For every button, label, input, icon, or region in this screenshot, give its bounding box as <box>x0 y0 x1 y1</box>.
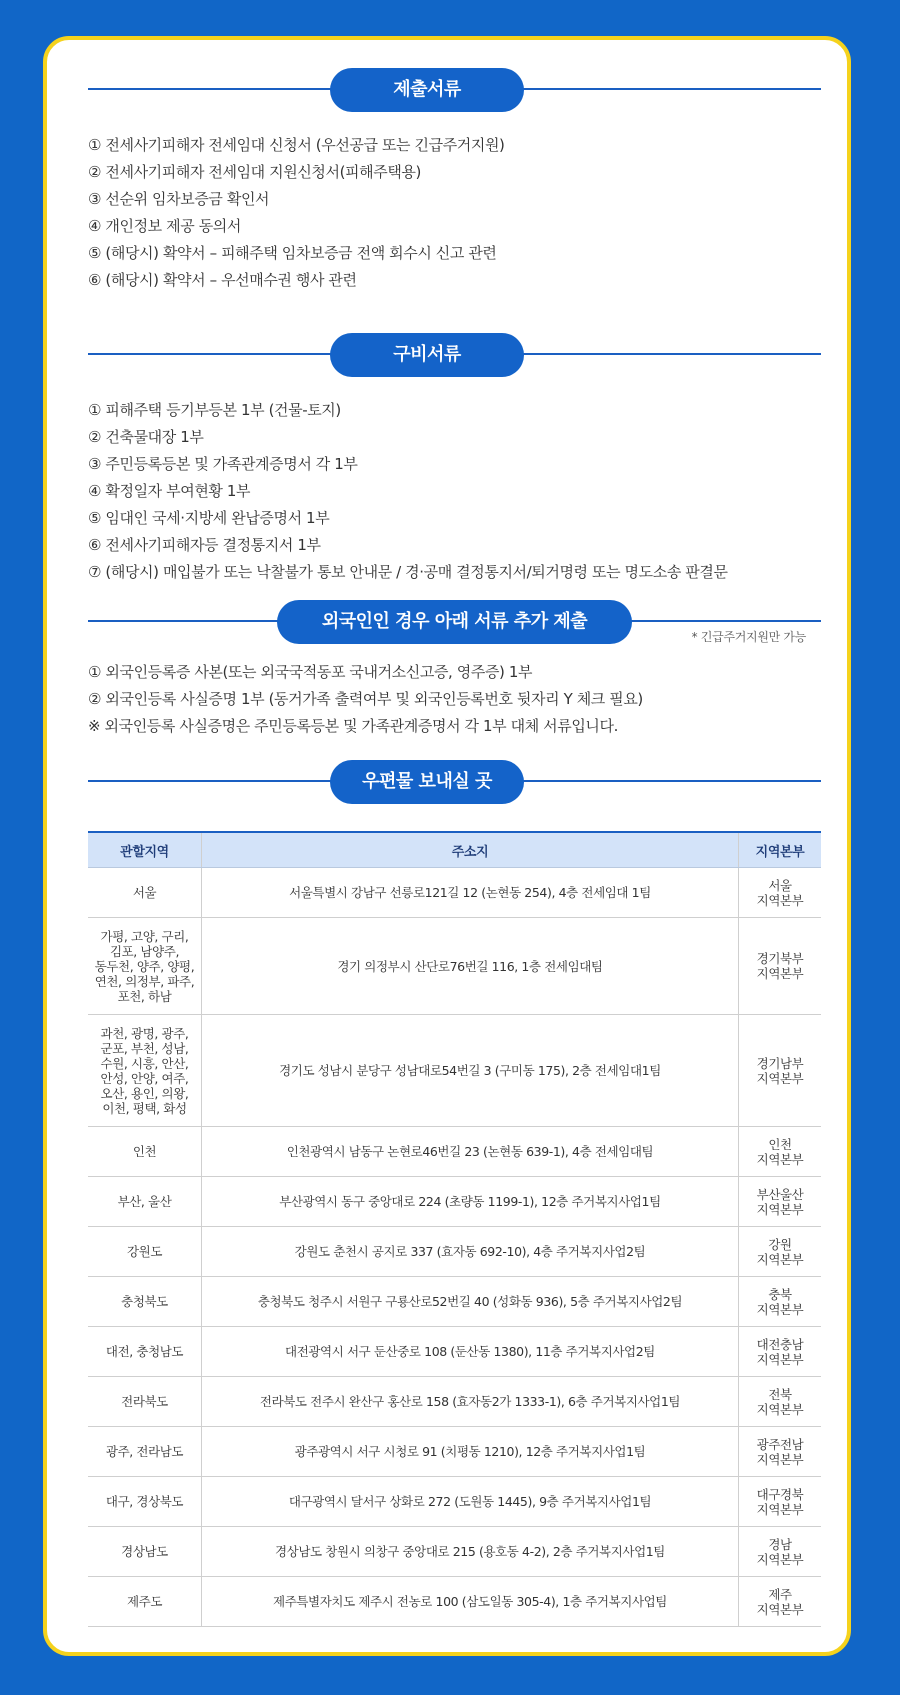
list-item: ② 건축물대장 1부 <box>88 428 204 446</box>
office-cell: 대구경북 지역본부 <box>739 1477 822 1527</box>
region-cell: 충청북도 <box>88 1277 202 1327</box>
address-cell: 충청북도 청주시 서원구 구룡산로52번길 40 (성화동 936), 5층 주거복지사업2팀 <box>202 1277 739 1327</box>
submit-section-title: 제출서류 <box>330 68 524 112</box>
list-item: ③ 주민등록등본 및 가족관계증명서 각 1부 <box>88 455 358 473</box>
office-cell: 경남 지역본부 <box>739 1527 822 1577</box>
prepare-section-title: 구비서류 <box>330 333 524 377</box>
list-item: ⑤ 임대인 국세·지방세 완납증명서 1부 <box>88 509 330 527</box>
list-item: ② 전세사기피해자 전세임대 지원신청서(피해주택용) <box>88 163 421 181</box>
address-cell: 경기 의정부시 산단로76번길 116, 1층 전세임대팀 <box>202 918 739 1015</box>
address-cell: 경상남도 창원시 의창구 중앙대로 215 (용호동 4-2), 2층 주거복지사업1팀 <box>202 1527 739 1577</box>
office-cell: 충북 지역본부 <box>739 1277 822 1327</box>
office-cell: 인천 지역본부 <box>739 1127 822 1177</box>
prepare-section-header <box>88 333 821 377</box>
region-cell: 강원도 <box>88 1227 202 1277</box>
table-row <box>88 1015 821 1127</box>
address-cell: 서울특별시 강남구 선릉로121길 12 (논현동 254), 4층 전세임대 1팀 <box>202 868 739 918</box>
table-row <box>88 1177 821 1227</box>
mail-section-header <box>88 760 821 804</box>
list-item: ※ 외국인등록 사실증명은 주민등록등본 및 가족관계증명서 각 1부 대체 서류입니다. <box>88 717 618 735</box>
address-cell: 강원도 춘천시 공지로 337 (효자동 692-10), 4층 주거복지사업2팀 <box>202 1227 739 1277</box>
office-cell: 대전충남 지역본부 <box>739 1327 822 1377</box>
table-row <box>88 1327 821 1377</box>
list-item: ④ 개인정보 제공 동의서 <box>88 217 241 235</box>
table-row <box>88 1577 821 1627</box>
list-item: ④ 확정일자 부여현황 1부 <box>88 482 251 500</box>
header-office: 지역본부 <box>739 832 822 868</box>
submit-list <box>88 132 505 294</box>
table-row <box>88 1227 821 1277</box>
office-cell: 제주 지역본부 <box>739 1577 822 1627</box>
mail-section-title: 우편물 보내실 곳 <box>330 760 524 804</box>
region-cell: 대전, 충청남도 <box>88 1327 202 1377</box>
list-item: ③ 선순위 임차보증금 확인서 <box>88 190 270 208</box>
table-row <box>88 1477 821 1527</box>
region-cell: 경상남도 <box>88 1527 202 1577</box>
list-item: ⑦ (해당시) 매입불가 또는 낙찰불가 통보 안내문 / 경·공매 결정통지서/퇴거명령 또는 명도소송 판결문 <box>88 563 728 581</box>
address-cell: 광주광역시 서구 시청로 91 (치평동 1210), 12층 주거복지사업1팀 <box>202 1427 739 1477</box>
office-cell: 경기북부 지역본부 <box>739 918 822 1015</box>
info-card <box>43 36 851 1656</box>
office-cell: 부산울산 지역본부 <box>739 1177 822 1227</box>
header-region: 관할지역 <box>88 832 202 868</box>
table-row <box>88 868 821 918</box>
region-cell: 전라북도 <box>88 1377 202 1427</box>
list-item: ⑥ (해당시) 확약서 – 우선매수권 행사 관련 <box>88 271 357 289</box>
list-item: ⑤ (해당시) 확약서 – 피해주택 임차보증금 전액 회수시 신고 관련 <box>88 244 497 262</box>
region-cell: 대구, 경상북도 <box>88 1477 202 1527</box>
header-address: 주소지 <box>202 832 739 868</box>
list-item: ⑥ 전세사기피해자등 결정통지서 1부 <box>88 536 321 554</box>
region-cell: 과천, 광명, 광주, 군포, 부천, 성남, 수원, 시흥, 안산, 안성, 안양, 여주, 오산, 용인, 의왕, 이천, 평택, 화성 <box>88 1015 202 1127</box>
address-cell: 대구광역시 달서구 상화로 272 (도원동 1445), 9층 주거복지사업1팀 <box>202 1477 739 1527</box>
office-cell: 서울 지역본부 <box>739 868 822 918</box>
table-row <box>88 1127 821 1177</box>
address-cell: 경기도 성남시 분당구 성남대로54번길 3 (구미동 175), 2층 전세임대1팀 <box>202 1015 739 1127</box>
office-cell: 강원 지역본부 <box>739 1227 822 1277</box>
region-cell: 가평, 고양, 구리, 김포, 남양주, 동두천, 양주, 양평, 연천, 의정부, 파주, 포천, 하남 <box>88 918 202 1015</box>
table-row <box>88 918 821 1015</box>
office-cell: 광주전남 지역본부 <box>739 1427 822 1477</box>
region-cell: 제주도 <box>88 1577 202 1627</box>
region-cell: 인천 <box>88 1127 202 1177</box>
address-cell: 전라북도 전주시 완산구 홍산로 158 (효자동2가 1333-1), 6층 주거복지사업1팀 <box>202 1377 739 1427</box>
list-item: ② 외국인등록 사실증명 1부 (동거가족 출력여부 및 외국인등록번호 뒷자리 Y 체크 필요) <box>88 690 643 708</box>
address-cell: 대전광역시 서구 둔산중로 108 (둔산동 1380), 11층 주거복지사업2팀 <box>202 1327 739 1377</box>
prepare-list <box>88 397 728 586</box>
table-header-row <box>88 832 821 868</box>
office-cell: 경기남부 지역본부 <box>739 1015 822 1127</box>
foreigner-list <box>88 659 643 740</box>
address-cell: 부산광역시 동구 중앙대로 224 (초량동 1199-1), 12층 주거복지사업1팀 <box>202 1177 739 1227</box>
list-item: ① 외국인등록증 사본(또는 외국국적동포 국내거소신고증, 영주증) 1부 <box>88 663 533 681</box>
list-item: ① 전세사기피해자 전세임대 신청서 (우선공급 또는 긴급주거지원) <box>88 136 505 154</box>
mail-address-table <box>88 831 821 1627</box>
address-cell: 제주특별자치도 제주시 전농로 100 (삼도일동 305-4), 1층 주거복지사업팀 <box>202 1577 739 1627</box>
list-item: ① 피해주택 등기부등본 1부 (건물-토지) <box>88 401 341 419</box>
table-row <box>88 1527 821 1577</box>
submit-section-header <box>88 68 821 112</box>
table-row <box>88 1377 821 1427</box>
foreigner-section-title: 외국인인 경우 아래 서류 추가 제출 <box>277 600 632 644</box>
emergency-only-note: * 긴급주거지원만 가능 <box>691 630 806 644</box>
region-cell: 서울 <box>88 868 202 918</box>
table-row <box>88 1427 821 1477</box>
office-cell: 전북 지역본부 <box>739 1377 822 1427</box>
region-cell: 광주, 전라남도 <box>88 1427 202 1477</box>
region-cell: 부산, 울산 <box>88 1177 202 1227</box>
address-cell: 인천광역시 남동구 논현로46번길 23 (논현동 639-1), 4층 전세임대팀 <box>202 1127 739 1177</box>
table-row <box>88 1277 821 1327</box>
